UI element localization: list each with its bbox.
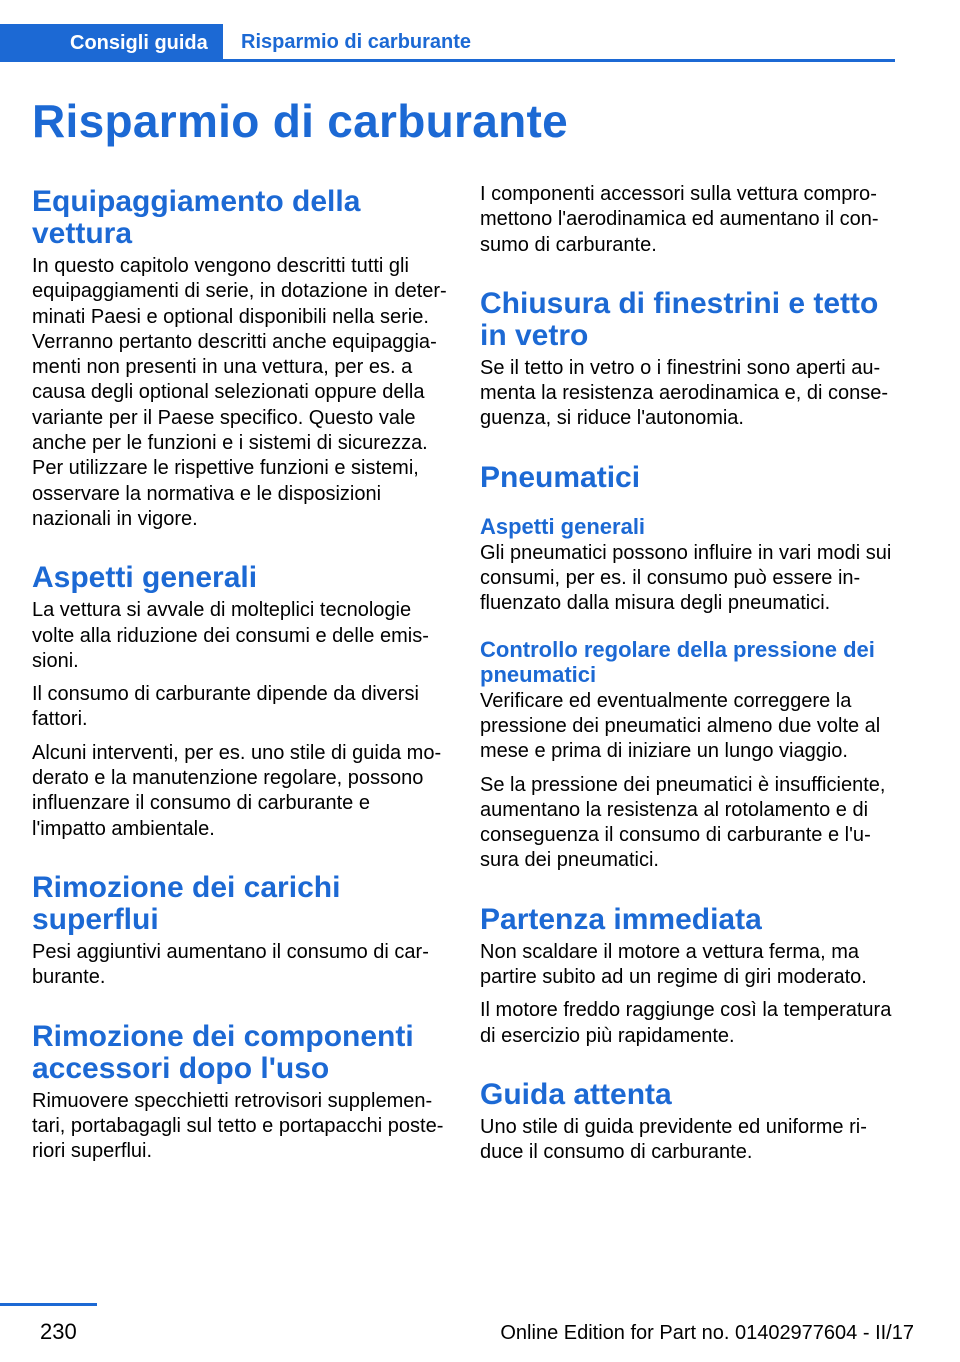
page-header <box>0 24 895 62</box>
paragraph: Alcuni interventi, per es. uno stile di guida moderato e la manutenzione regolare, possono influenzare il consumo di carburante e l'impatto ambientale. <box>32 741 442 840</box>
paragraph: In questo capitolo vengono descritti tutti gli equipaggiamenti di serie, in dotazione in determinati Paesi e optional disponibili nella serie. Verranno pertanto descritti anche equipaggiamenti non presenti in una vettura, per es. a causa degli optional selezionati oppure della variante per il Paese specifico. Questo vale anche per le funzioni e i sistemi di sicurezza. Per utilizzare le rispettive funzioni e sistemi, osservare la normativa e le disposizioni nazionali in vigore. <box>32 255 447 530</box>
right-column <box>480 182 896 1166</box>
heading-aspetti-generali: Aspetti generali <box>32 561 258 595</box>
paragraph: Pesi aggiuntivi aumentano il consumo di carburante. <box>32 940 429 989</box>
paragraph: Verificare ed eventualmente correggere la pressione dei pneumatici almeno due volte al mese e prima di iniziare un lungo viaggio. <box>480 689 881 763</box>
heading-rimozione-carichi: Rimozione dei carichi superflui <box>32 870 341 936</box>
heading-rimozione-componenti: Rimozione dei componenti accessori dopo l'uso <box>32 1019 414 1085</box>
chapter-tab[interactable]: Consigli guida <box>0 24 223 62</box>
subheading-controllo-pressione: Controllo regolare della pressione dei pneumatici <box>480 636 875 687</box>
edition-label: Online Edition for Part no. 01402977604 - II/17 <box>500 1322 914 1344</box>
heading-partenza-immediata: Partenza immediata <box>480 902 762 936</box>
heading-chiusura-finestrini: Chiusura di finestrini e tetto in vetro <box>480 286 879 352</box>
paragraph: Se il tetto in vetro o i finestrini sono aperti aumenta la resistenza aerodinamica e, di conseguenza, si riduce l'autonomia. <box>480 356 888 430</box>
paragraph: Rimuovere specchietti retrovisori supplementari, portabagagli sul tetto e portapacchi posteriori superflui. <box>32 1089 444 1163</box>
paragraph: Il motore freddo raggiunge così la temperatura di esercizio più rapidamente. <box>480 999 892 1047</box>
heading-guida-attenta: Guida attenta <box>480 1077 672 1111</box>
subheading-aspetti-generali: Aspetti generali <box>480 513 646 539</box>
page-title: Risparmio di carburante <box>32 95 569 147</box>
paragraph: Uno stile di guida previdente ed uniforme riduce il consumo di carburante. <box>480 1115 867 1164</box>
heading-equipaggiamento: Equipaggiamento della vettura <box>32 185 361 250</box>
page-number: 230 <box>40 1319 77 1344</box>
paragraph: Il consumo di carburante dipende da diversi fattori. <box>32 683 419 731</box>
footer-rule <box>0 1303 97 1306</box>
paragraph: Non scaldare il motore a vettura ferma, ma partire subito ad un regime di giri moderato. <box>480 940 867 989</box>
heading-pneumatici: Pneumatici <box>480 460 641 494</box>
left-column <box>32 186 448 1164</box>
header-rule <box>0 59 895 62</box>
paragraph: La vettura si avvale di molteplici tecnologie volte alla riduzione dei consumi e delle emissioni. <box>32 599 429 672</box>
section-tab[interactable]: Risparmio di carburante <box>241 31 472 53</box>
paragraph: I componenti accessori sulla vettura compromettono l'aerodinamica ed aumentano il consumo di carburante. <box>480 183 879 256</box>
paragraph: Se la pressione dei pneumatici è insufficiente, aumentano la resistenza al rotolamento e di conseguenza il consumo di carburante e l'usura dei pneumatici. <box>480 773 886 872</box>
paragraph: Gli pneumatici possono influire in vari modi sui consumi, per es. il consumo può essere influenzato dalla misura degli pneumatici. <box>480 541 892 615</box>
